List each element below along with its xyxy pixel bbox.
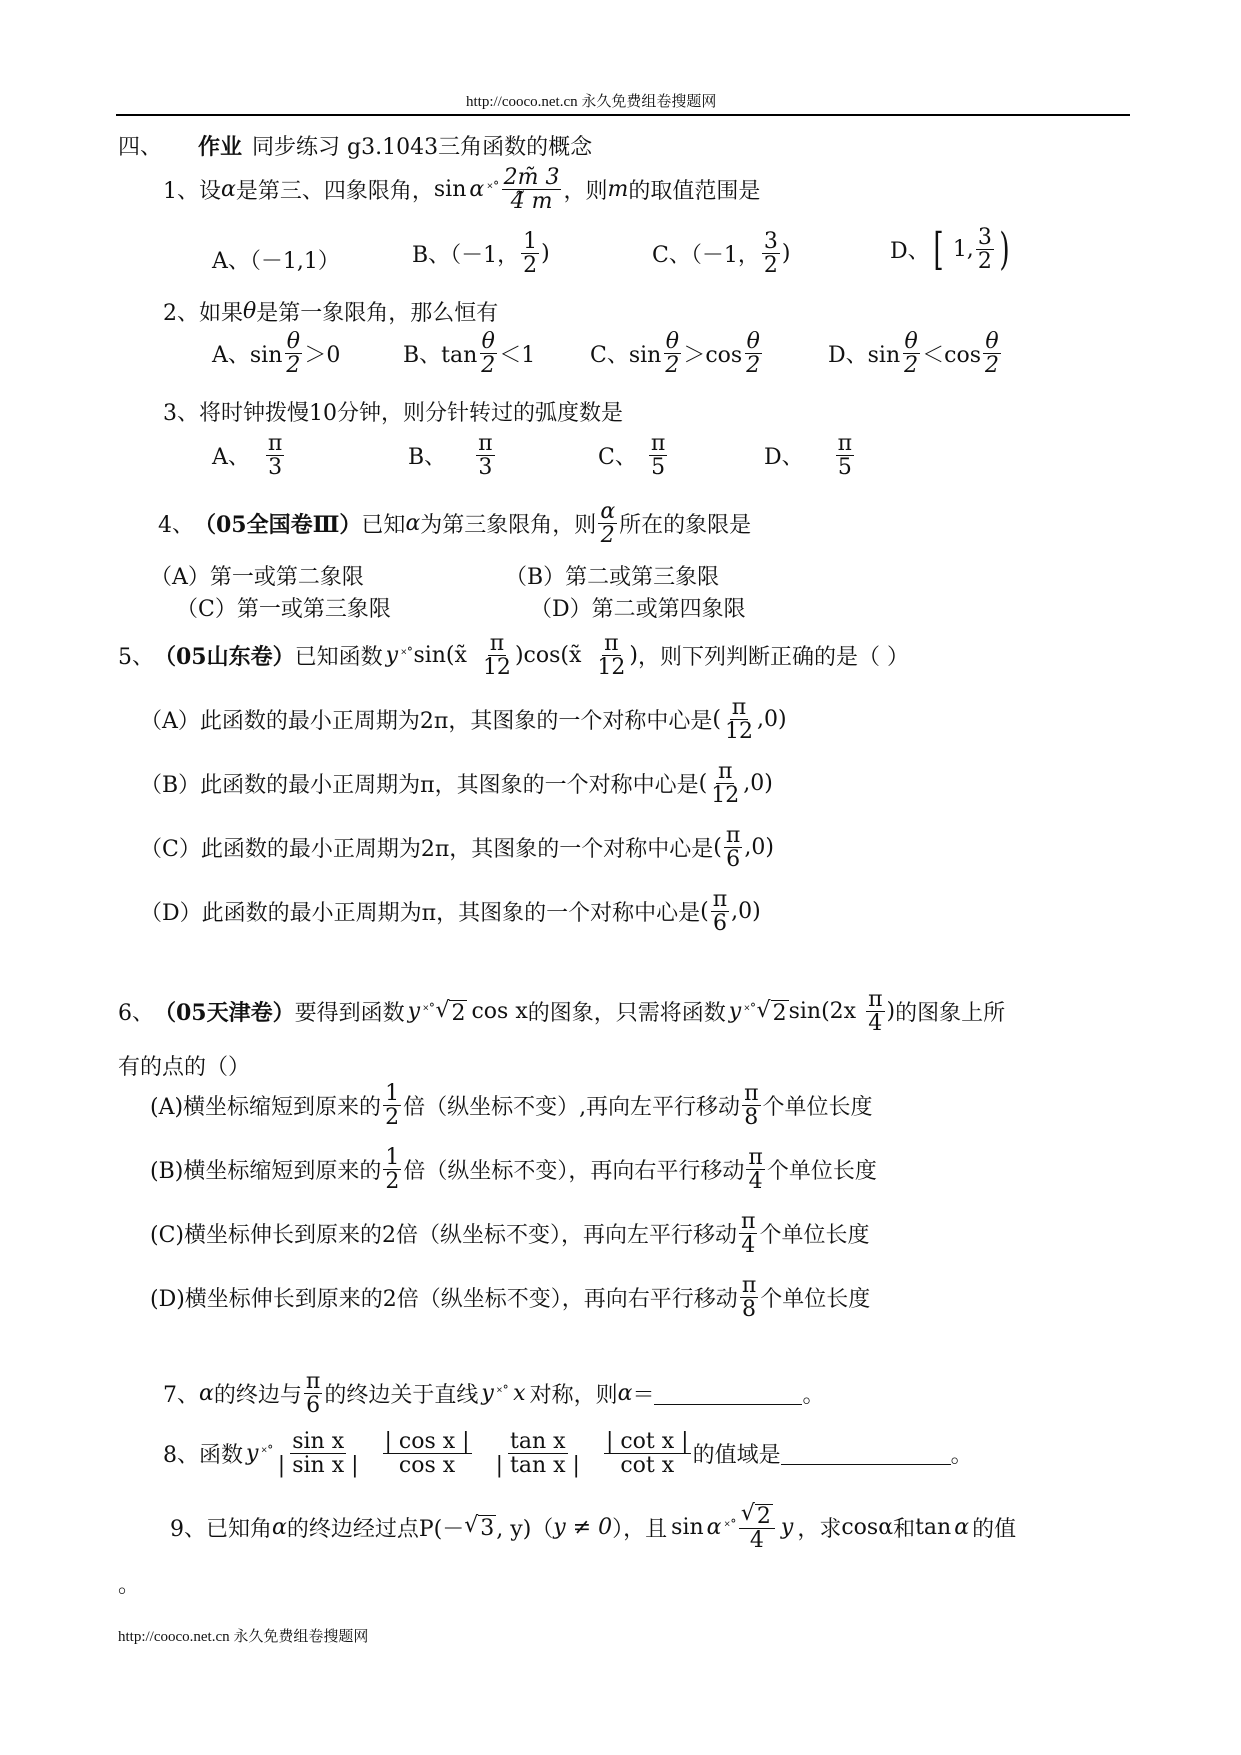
q4-option-c: （C）第一或第三象限: [176, 597, 391, 622]
question-8: 8、函数 y ˟˚ $\frac{\text{sin x}}{\text{| sin x |}}$ $\frac{\text{| cos x |}}{\text{cos x}}$ $\frac{\text{tan x}}{\text{| tan x |}}$ $\frac{\text{| cot x |}}{\text{cot x}}$ 的值域是 。: [163, 1429, 973, 1479]
q6-option-c: (C)横坐标伸长到原来的2倍（纵坐标不变），再向左平行移动 $\frac{\pi}{4}$ 个单位长度: [150, 1209, 870, 1259]
section-heading: [118, 130, 592, 161]
q4-option-d: （D）第二或第四象限: [530, 597, 746, 622]
q4-option-b: （B）第二或第三象限: [505, 565, 720, 590]
q1-option-d: D、 [ 1, $\frac{3}{2}$ ): [890, 223, 1010, 275]
q3-option-d: D、 $\frac{\pi}{5}$: [764, 431, 853, 481]
q7-answer-blank: [654, 1382, 802, 1405]
q9-continuation: 。: [118, 1573, 141, 1598]
q1-alpha: α: [221, 177, 236, 203]
q1-alpha: α: [469, 177, 485, 203]
q5-option-c: （C）此函数的最小正周期为2π，其图象的一个对称中心是 ( $\frac{\pi}{6}$ ,0): [140, 823, 774, 873]
q1-option-a: A、（－1,1）: [212, 249, 340, 274]
q1-m: m: [607, 177, 629, 203]
q2-option-d: D、sin $\frac{\theta}{2}$ ＜cos $\frac{\theta}{2}$: [828, 329, 999, 379]
q2-option-b: B、tan $\frac{\theta}{2}$ ＜1: [403, 329, 536, 379]
section-subtitle: 同步练习 g3.1043三角函数的概念: [252, 135, 593, 160]
q1-text: 是第三、四象限角，: [235, 179, 434, 205]
q5-option-a: （A）此函数的最小正周期为2π，其图象的一个对称中心是 ( $\frac{\pi}{12}$ ,0): [140, 695, 787, 745]
q2-option-c: C、sin $\frac{\theta}{2}$ ＞cos $\frac{\theta}{2}$: [590, 329, 761, 379]
q2-option-a: A、sin $\frac{\theta}{2}$ ＞0: [212, 329, 341, 379]
q1-option-c: C、（－1， $\frac{3}{2}$ ): [652, 229, 791, 279]
q6-option-d: (D)横坐标伸长到原来的2倍（纵坐标不变），再向右平行移动 $\frac{\pi}{8}$ 个单位长度: [150, 1273, 871, 1323]
q5-option-d: （D）此函数的最小正周期为π，其图象的一个对称中心是 ( $\frac{\pi}{6}$ ,0): [140, 887, 761, 937]
page-header: http://cooco.net.cn 永久免费组卷搜题网: [466, 94, 717, 110]
q5-option-b: （B）此函数的最小正周期为π，其图象的一个对称中心是 ( $\frac{\pi}{12}$ ,0): [140, 759, 773, 809]
q3-option-b: B、 $\frac{\pi}{3}$: [408, 431, 493, 481]
question-2-stem: 2、如果 θ 是第一象限角，那么恒有: [163, 299, 499, 326]
q1-sin: sin: [433, 177, 467, 203]
section-label: 四、: [118, 135, 163, 160]
question-1-stem: [163, 166, 760, 213]
q4-option-a: （A）第一或第二象限: [150, 565, 364, 590]
q1-text: 的取值范围是: [628, 179, 761, 205]
question-3-stem: 3、将时钟拨慢10分钟，则分针转过的弧度数是: [163, 401, 623, 426]
question-9: 9、已知角 α 的终边经过点P(－ √ 3 , y)（ y ≠ 0 ），且 sin α ˟˚ √ 2 4 y ，求 cosα 和 tan α 的值: [170, 1501, 1017, 1554]
q1-eq-mark: ˟˚: [487, 181, 500, 198]
q3-option-a: A、 $\frac{\pi}{3}$: [212, 431, 283, 481]
header-rule: [116, 114, 1130, 116]
question-7: 7、 α 的终边与 $\frac{\pi}{6}$ 的终边关于直线 y ˟˚ x 对称，则 α ＝ 。: [163, 1369, 825, 1419]
q1-text: 1、设: [163, 179, 221, 205]
q6-option-a: (A)横坐标缩短到原来的 $\frac{1}{2}$ 倍（纵坐标不变）,再向左平行移动 $\frac{\pi}{8}$ 个单位长度: [150, 1081, 873, 1131]
q3-option-c: C、 $\frac{\pi}{5}$: [598, 431, 666, 481]
section-title: 作业: [198, 134, 243, 160]
q6-stem-continuation: 有的点的（）: [118, 1055, 251, 1080]
page-footer: http://cooco.net.cn 永久免费组卷搜题网: [118, 1629, 369, 1645]
q1-fraction: $\frac{2m̃ 3}{4̃ m}$: [503, 165, 560, 215]
q8-answer-blank: [781, 1442, 951, 1465]
question-4-stem: 4、 （05全国卷Ⅲ） 已知 α 为第三象限角，则 $\frac{\alpha}{2}$ 所在的象限是: [158, 499, 752, 549]
q1-option-b: B、（－1， $\frac{1}{2}$ ): [412, 229, 550, 279]
q6-option-b: (B)横坐标缩短到原来的 $\frac{1}{2}$ 倍（纵坐标不变），再向右平行移动 $\frac{\pi}{4}$ 个单位长度: [150, 1145, 877, 1195]
q1-text: ，则: [563, 179, 608, 205]
question-5-stem: 5、 （05山东卷） 已知函数 y ˟˚ sin(x̃ $\frac{\pi}{12}$ )cos(x̃ $\frac{\pi}{12}$ ) ，则下列判断正确的是（ ）: [118, 631, 909, 681]
question-6-stem: 6、 （05天津卷） 要得到函数 y ˟˚ √ 2 cos x 的图象，只需将函数 y ˟˚ √ 2 sin(2x $\frac{\pi}{4}$ ) 的图象上所: [118, 987, 1006, 1037]
